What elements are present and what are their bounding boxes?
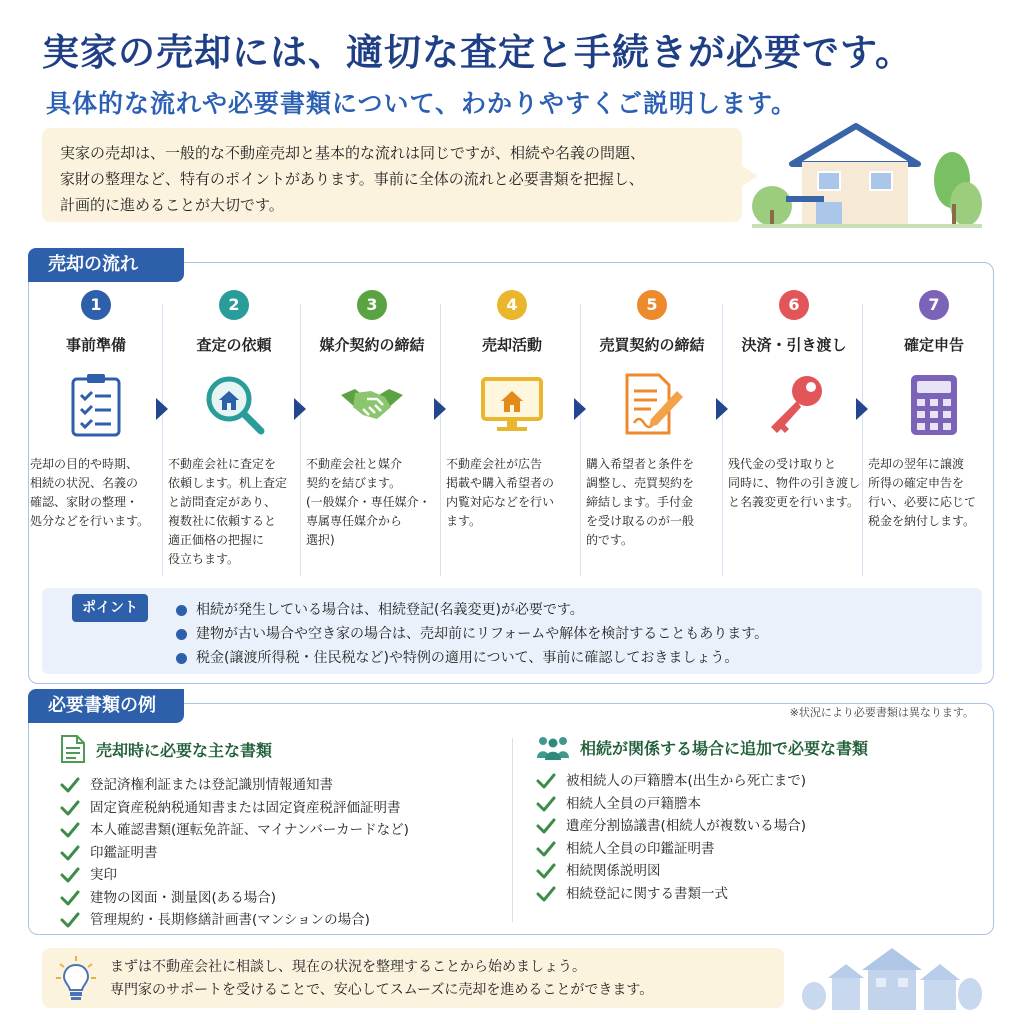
document-item — [536, 883, 868, 906]
step-name: 査定の依頼 — [196, 336, 272, 354]
footer-line: まずは不動産会社に相談し、現在の状況を整理することから始めましょう。 — [110, 959, 586, 975]
step-name: 確定申告 — [903, 336, 964, 354]
flow-step — [30, 290, 162, 531]
step-desc-line: 残代金の受け取りと — [728, 457, 837, 471]
step-number-badge: 5 — [637, 290, 667, 320]
check-icon — [60, 845, 82, 861]
step-arrow-icon — [434, 398, 446, 420]
step-arrow-icon — [716, 398, 728, 420]
step-divider — [440, 304, 441, 576]
flow-step — [868, 290, 1000, 531]
step-desc-line: 不動産会社が広告 — [446, 457, 543, 471]
step-name: 売買契約の締結 — [599, 336, 705, 354]
step-desc-line: 適正価格の把握に — [168, 533, 265, 547]
document-item-label: 相続関係説明図 — [566, 863, 661, 879]
document-item — [536, 860, 868, 883]
check-icon — [536, 773, 558, 789]
intro-line: 計画的に進めることが大切です。 — [60, 196, 284, 214]
step-description — [728, 455, 860, 512]
step-desc-line: 不動産会社と媒介 — [306, 457, 403, 471]
step-desc-line: 調整し、売買契約を — [586, 476, 695, 490]
sale-docs-column — [60, 734, 409, 932]
step-desc-line: 契約を結びます。 — [306, 476, 402, 490]
step-name: 事前準備 — [65, 336, 126, 354]
check-icon — [60, 800, 82, 816]
step-number-badge: 3 — [357, 290, 387, 320]
step-arrow-icon — [156, 398, 168, 420]
page-title: 実家の売却には、適切な査定と手続きが必要です。 — [42, 31, 914, 74]
step-desc-line: 選択) — [306, 533, 335, 547]
step-desc-line: 行い、必要に応じて — [868, 495, 977, 509]
step-desc-line: 売却の翌年に譲渡 — [868, 457, 965, 471]
step-desc-line: (一般媒介・専任媒介・ — [306, 495, 431, 509]
step-desc-line: 内覧対応などを行い — [446, 495, 555, 509]
point-list — [176, 598, 976, 670]
check-icon — [60, 912, 82, 928]
check-icon — [60, 867, 82, 883]
step-arrow-icon — [574, 398, 586, 420]
document-item-label: 相続人全員の戸籍謄本 — [566, 795, 701, 812]
step-number-badge: 1 — [81, 290, 111, 320]
step-desc-line: 複数社に依頼すると — [168, 514, 277, 528]
document-item — [60, 887, 409, 910]
docs-divider — [512, 738, 513, 922]
step-desc-line: 処分などを行います。 — [30, 514, 150, 528]
document-item — [60, 842, 409, 865]
check-icon — [536, 818, 558, 834]
flow-step — [728, 290, 860, 512]
point-item: 税金(譲渡所得税・住民税など)や特例の適用について、事前に確認しておきましょう。 — [176, 646, 976, 670]
document-item-label: 被相続人の戸籍謄本(出生から死亡まで) — [566, 773, 807, 789]
step-desc-line: 所得の確定申告を — [868, 476, 965, 490]
inheritance-docs-heading — [536, 734, 868, 760]
step-desc-line: 役立ちます。 — [168, 552, 240, 566]
check-icon — [60, 822, 82, 838]
document-item-label: 固定資産税納税通知書または固定資産税評価証明書 — [90, 799, 401, 816]
calculator-icon — [899, 369, 969, 439]
check-icon — [536, 841, 558, 857]
lightbulb-icon — [54, 954, 98, 1002]
flow-section-label: 売却の流れ — [28, 248, 184, 282]
handshake-icon — [337, 369, 407, 439]
document-item-label: 遺産分割協議書(相続人が複数いる場合) — [566, 818, 807, 834]
docs-note: ※状況により必要書類は異なります。 — [789, 706, 974, 719]
step-number-badge: 2 — [219, 290, 249, 320]
step-desc-line: と名義変更を行います。 — [728, 495, 860, 509]
flow-step — [446, 290, 578, 531]
step-desc-line: 専属専任媒介から — [306, 514, 403, 528]
magnifier-house-icon — [199, 369, 269, 439]
document-item — [60, 797, 409, 820]
step-description — [168, 455, 300, 569]
step-desc-line: と訪問査定があり、 — [168, 495, 277, 509]
document-icon — [60, 734, 86, 764]
footer-text — [110, 956, 653, 1002]
step-divider — [580, 304, 581, 576]
town-illustration-icon — [800, 944, 984, 1010]
step-desc-line: を受け取るのが一般 — [586, 514, 695, 528]
intro-line: 家財の整理など、特有のポイントがあります。事前に全体の流れと必要書類を把握し、 — [60, 170, 644, 188]
check-icon — [536, 796, 558, 812]
step-desc-line: 的です。 — [586, 533, 634, 547]
step-desc-line: 依頼します。机上査定 — [168, 476, 288, 490]
flow-step — [168, 290, 300, 569]
step-desc-line: 不動産会社に査定を — [168, 457, 277, 471]
step-desc-line: 確認、家財の整理・ — [30, 495, 139, 509]
step-desc-line: 締結します。手付金 — [586, 495, 694, 509]
step-description — [30, 455, 162, 531]
document-item — [60, 909, 409, 932]
flow-step — [306, 290, 438, 550]
document-item-label: 印鑑証明書 — [90, 844, 158, 861]
footer-line: 専門家のサポートを受けることで、安心してスムーズに売却を進めることができます。 — [110, 982, 654, 998]
step-desc-line: ます。 — [446, 514, 482, 528]
point-item: 相続が発生している場合は、相続登記(名義変更)が必要です。 — [176, 598, 976, 622]
document-item — [536, 793, 868, 816]
docs-section-label: 必要書類の例 — [28, 689, 184, 723]
step-name: 売却活動 — [481, 336, 542, 354]
flow-step — [586, 290, 718, 550]
document-item — [60, 774, 409, 797]
step-description — [868, 455, 1000, 531]
document-item-label: 本人確認書類(運転免許証、マイナンバーカードなど) — [90, 822, 409, 838]
step-divider — [162, 304, 163, 576]
inheritance-docs-column — [536, 734, 868, 905]
step-divider — [862, 304, 863, 576]
step-desc-line: 相続の状況、名義の — [30, 476, 139, 490]
step-description — [306, 455, 438, 550]
check-icon — [536, 886, 558, 902]
step-name: 媒介契約の締結 — [319, 336, 425, 354]
step-desc-line: 売却の目的や時期、 — [30, 457, 139, 471]
document-item — [60, 819, 409, 842]
point-item: 建物が古い場合や空き家の場合は、売却前にリフォームや解体を検討することもあります。 — [176, 622, 976, 646]
document-item-label: 登記済権利証または登記識別情報通知書 — [90, 777, 333, 793]
document-item-label: 建物の図面・測量図(ある場合) — [90, 889, 277, 906]
document-item — [536, 838, 868, 861]
inheritance-docs-title: 相続が関係する場合に追加で必要な書類 — [580, 738, 869, 758]
step-number-badge: 4 — [497, 290, 527, 320]
sale-docs-heading — [60, 734, 409, 764]
step-desc-line: 税金を納付します。 — [868, 514, 976, 528]
contract-pen-icon — [617, 369, 687, 439]
intro-line: 実家の売却は、一般的な不動産売却と基本的な流れは同じですが、相続や名義の問題、 — [60, 144, 646, 162]
step-arrow-icon — [294, 398, 306, 420]
step-desc-line: 同時に、物件の引き渡し — [728, 476, 861, 490]
family-icon — [536, 734, 570, 760]
clipboard-checklist-icon — [61, 369, 131, 439]
page-subtitle: 具体的な流れや必要書類について、わかりやすくご説明します。 — [46, 89, 798, 118]
step-divider — [722, 304, 723, 576]
check-icon — [60, 890, 82, 906]
monitor-house-icon — [477, 369, 547, 439]
step-name: 決済・引き渡し — [741, 336, 847, 354]
intro-box — [42, 128, 742, 222]
check-icon — [536, 863, 558, 879]
document-item — [536, 770, 868, 793]
step-number-badge: 6 — [779, 290, 809, 320]
document-item-label: 相続登記に関する書類一式 — [566, 885, 728, 902]
sale-docs-title: 売却時に必要な主な書類 — [96, 740, 273, 760]
document-item-label: 管理規約・長期修繕計画書(マンションの場合) — [90, 912, 370, 928]
step-description — [446, 455, 578, 531]
document-item — [536, 815, 868, 838]
step-divider — [300, 304, 301, 576]
document-item-label: 実印 — [90, 867, 117, 883]
check-icon — [60, 777, 82, 793]
step-desc-line: 掲載や購入希望者の — [446, 476, 555, 490]
document-item-label: 相続人全員の印鑑証明書 — [566, 840, 715, 857]
step-number-badge: 7 — [919, 290, 949, 320]
step-arrow-icon — [856, 398, 868, 420]
point-label: ポイント — [72, 594, 148, 622]
document-item — [60, 864, 409, 887]
house-illustration-icon — [752, 118, 982, 228]
step-description — [586, 455, 718, 550]
key-icon — [759, 369, 829, 439]
step-desc-line: 購入希望者と条件を — [586, 457, 695, 471]
